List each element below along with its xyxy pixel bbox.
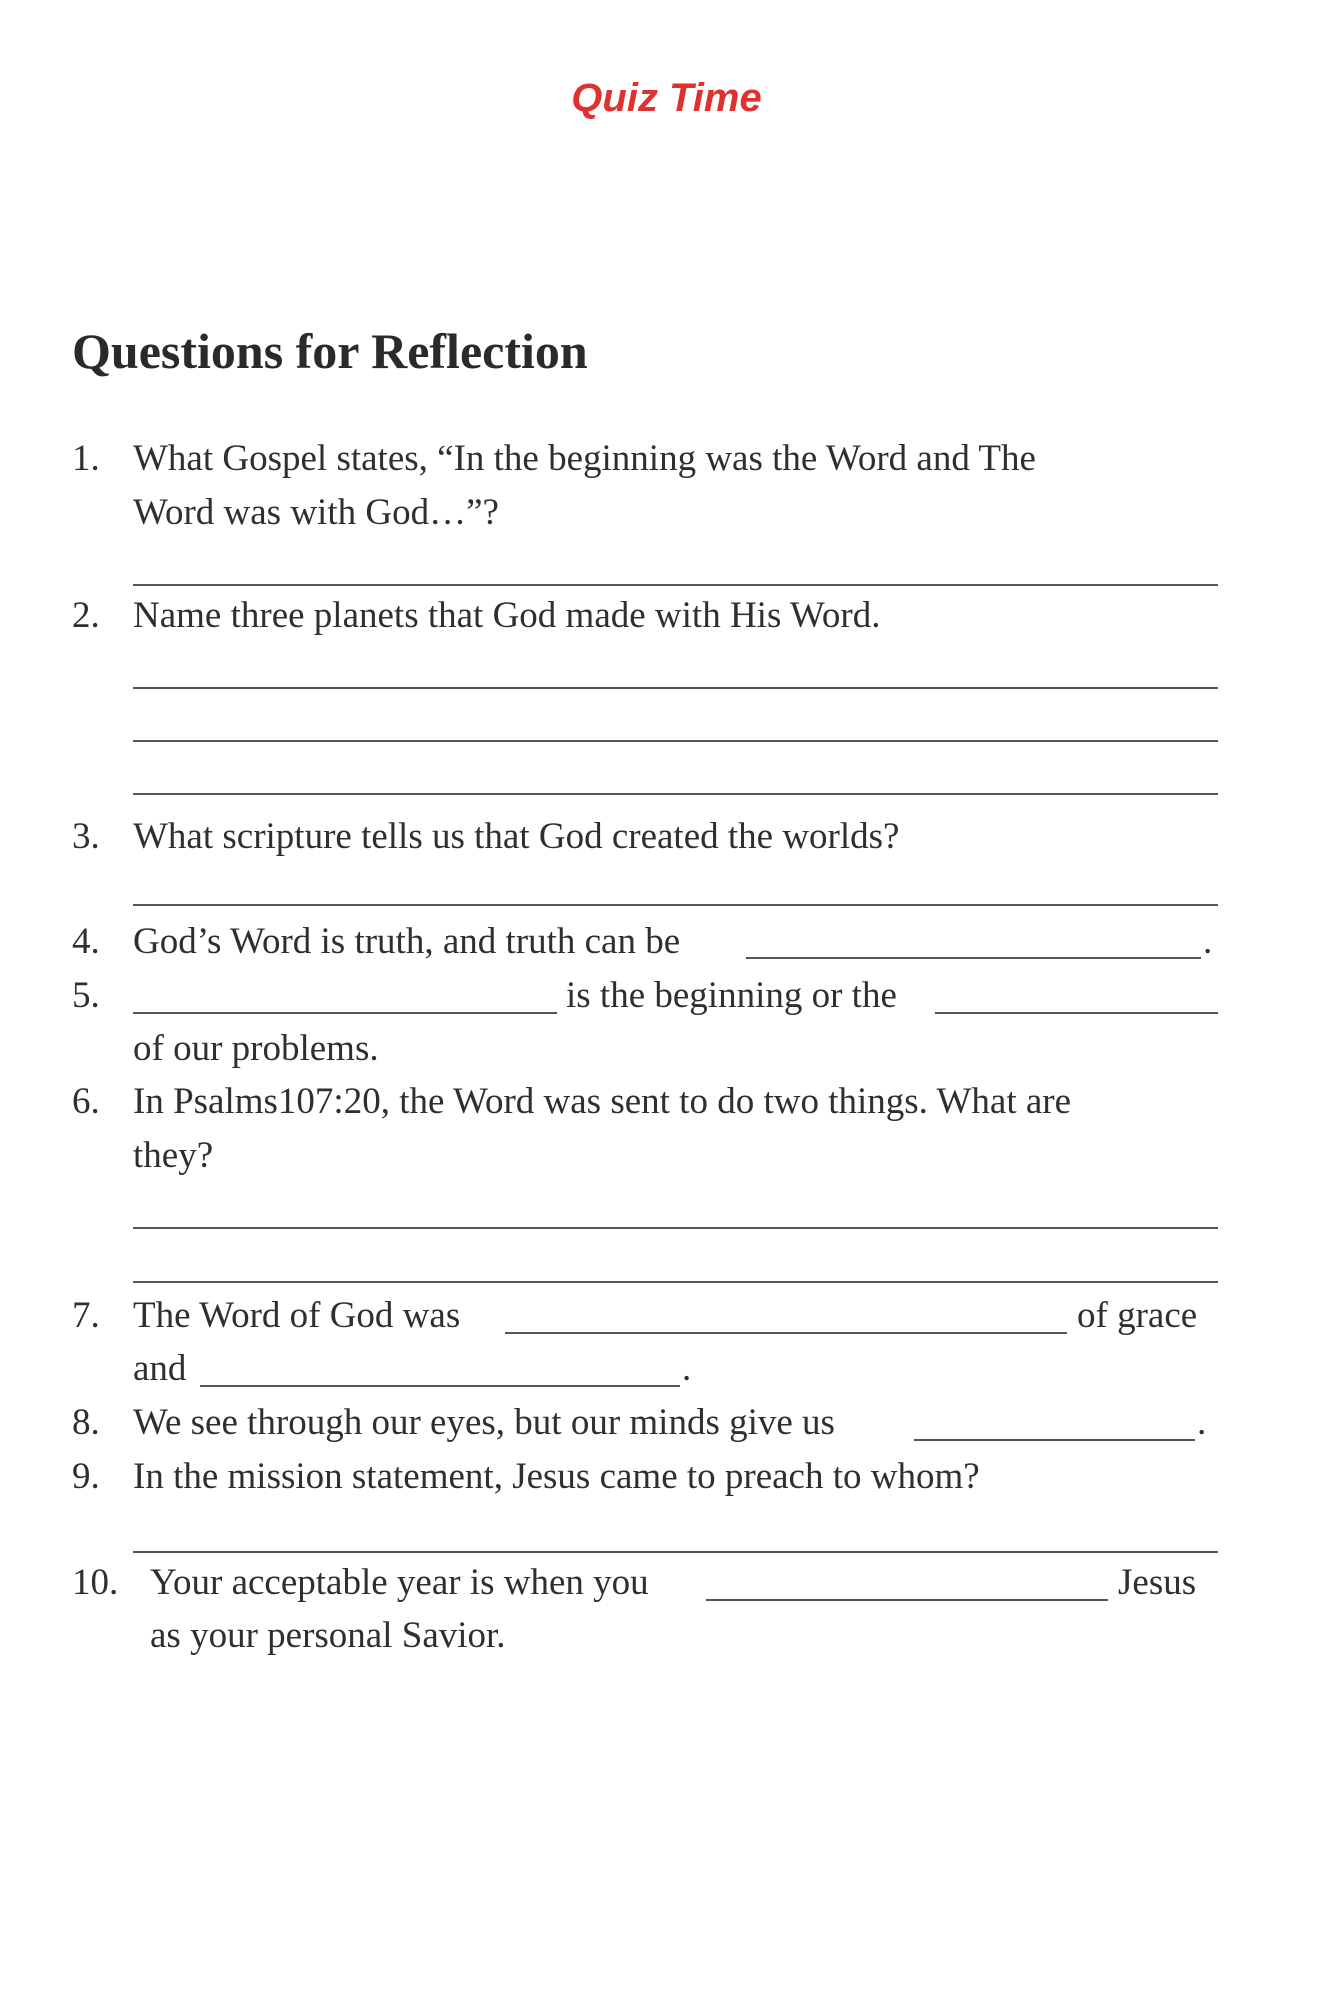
quiz-title: Quiz Time (571, 76, 762, 120)
fill-blank-line[interactable] (914, 1439, 1195, 1441)
question-text: In the mission statement, Jesus came to preach to whom? (133, 1456, 980, 1497)
question-text-cont: they? (133, 1135, 214, 1176)
question-text: What Gospel states, “In the beginning was the Word and The (133, 438, 1036, 479)
question-number: 5. (72, 975, 100, 1016)
question-number: 3. (72, 816, 100, 857)
sentence-end: . (682, 1348, 692, 1389)
question-number: 1. (72, 438, 100, 479)
question-number: 8. (72, 1402, 100, 1443)
fill-blank-line[interactable] (200, 1385, 680, 1387)
answer-line[interactable] (133, 1551, 1218, 1553)
answer-line[interactable] (133, 740, 1218, 742)
answer-line[interactable] (133, 1281, 1218, 1283)
question-number: 6. (72, 1081, 100, 1122)
question-text: Name three planets that God made with His Word. (133, 595, 881, 636)
fill-blank-line[interactable] (505, 1332, 1067, 1334)
answer-line[interactable] (133, 687, 1218, 689)
question-text: In Psalms107:20, the Word was sent to do two things. What are (133, 1081, 1072, 1122)
sentence-end: . (1197, 1402, 1207, 1443)
sentence-end: . (1203, 921, 1213, 962)
question-text: What scripture tells us that God created the worlds? (133, 816, 900, 857)
question-number: 2. (72, 595, 100, 636)
question-text-cont: of our problems. (133, 1028, 379, 1069)
answer-line[interactable] (133, 584, 1218, 586)
question-text: is the beginning or the (566, 975, 897, 1016)
fill-blank-line[interactable] (133, 1012, 557, 1014)
answer-line[interactable] (133, 1227, 1218, 1229)
question-text: The Word of God was (133, 1295, 461, 1336)
fill-blank-line[interactable] (935, 1012, 1218, 1014)
question-text-cont: Word was with God…”? (133, 492, 499, 533)
question-number: 10. (72, 1562, 119, 1603)
section-heading: Questions for Reflection (72, 323, 588, 379)
fill-blank-line[interactable] (746, 957, 1201, 959)
question-number: 9. (72, 1456, 100, 1497)
question-text-right: Jesus (1118, 1562, 1197, 1603)
question-text-cont: and (133, 1348, 187, 1389)
fill-blank-line[interactable] (706, 1599, 1108, 1601)
answer-line[interactable] (133, 793, 1218, 795)
question-number: 7. (72, 1295, 100, 1336)
question-text-right: of grace (1077, 1295, 1198, 1336)
question-text: Your acceptable year is when you (150, 1562, 649, 1603)
question-text-cont: as your personal Savior. (150, 1615, 506, 1656)
answer-line[interactable] (133, 904, 1218, 906)
question-number: 4. (72, 921, 100, 962)
question-text: We see through our eyes, but our minds give us (133, 1402, 835, 1443)
question-text: God’s Word is truth, and truth can be (133, 921, 681, 962)
